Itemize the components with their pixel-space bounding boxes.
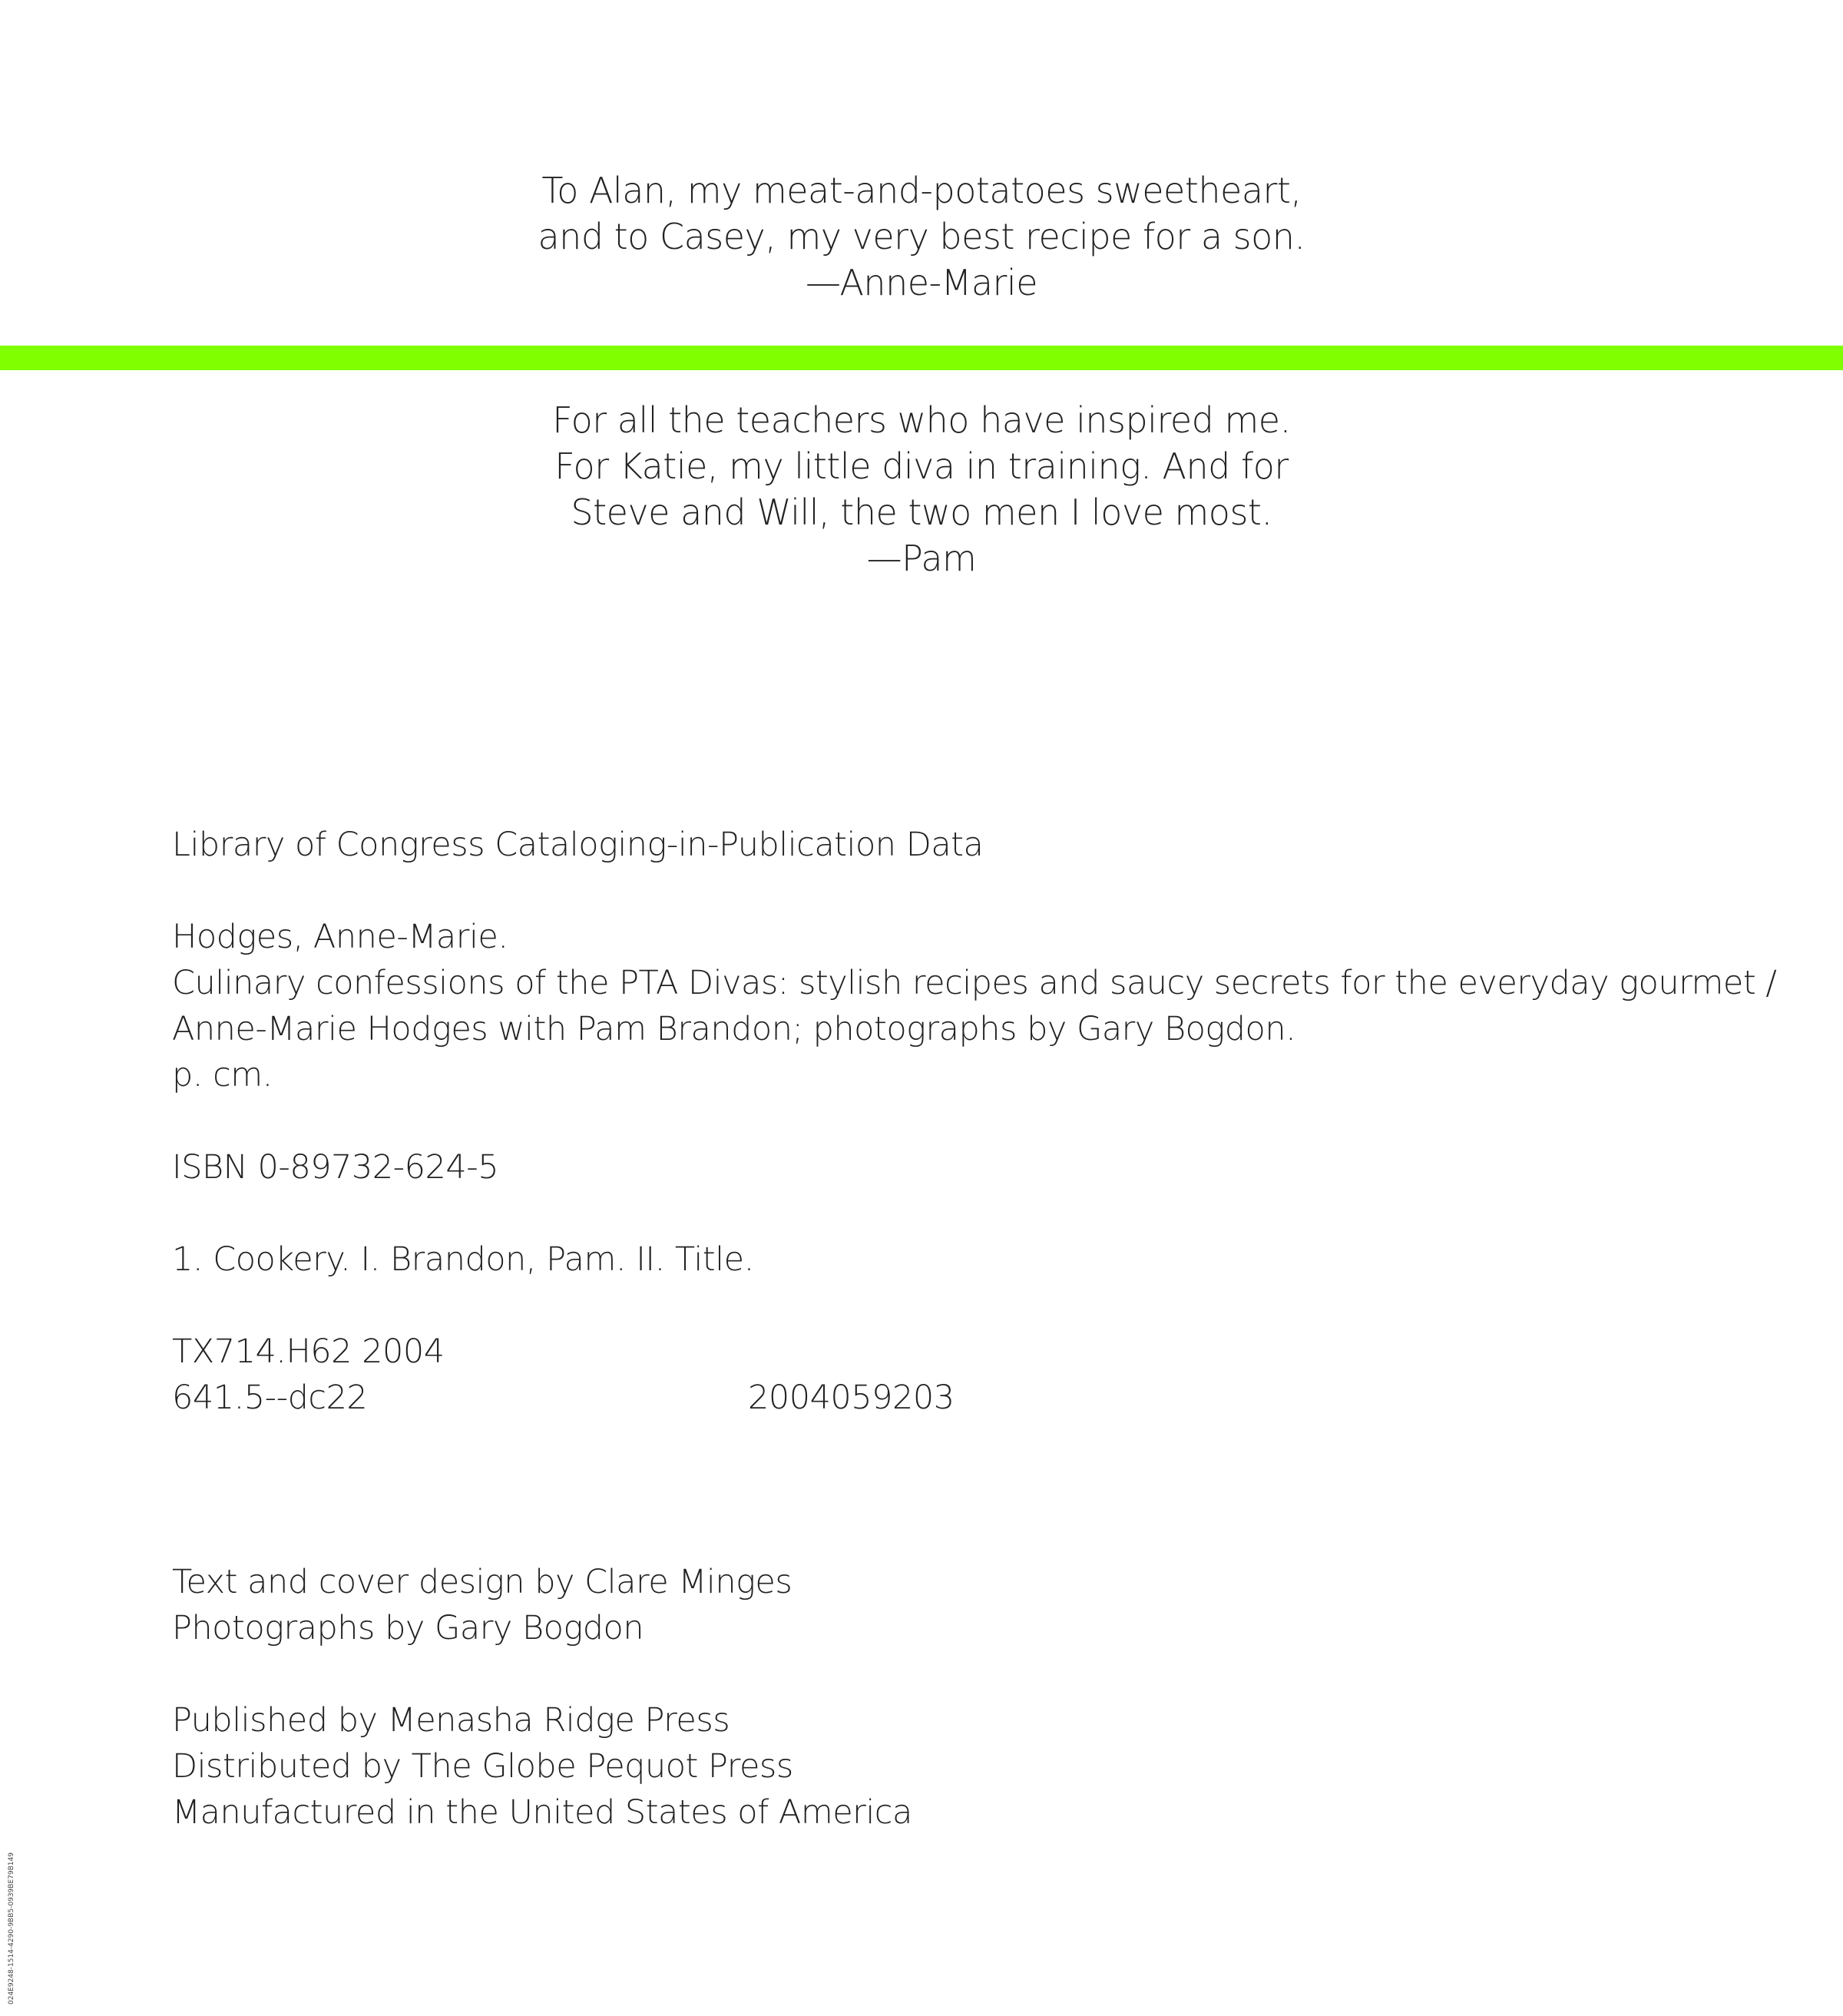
dedication-line: To Alan, my meat-and-potatoes sweetheart, (541, 170, 1302, 211)
dedication-signature: —Pam (866, 538, 977, 579)
cip-pagination: p. cm. (172, 1056, 273, 1094)
dedication-pam (0, 397, 1843, 581)
isbn-text: ISBN 0-89732-624-5 (172, 1148, 499, 1187)
credits-block (172, 1559, 792, 1651)
cip-author-block (172, 914, 1776, 1098)
dedication-line: Steve and Will, the two men I love most. (571, 492, 1272, 533)
cip-title-line: Anne-Marie Hodges with Pam Brandon; photographs by Gary Bogdon. (172, 1010, 1296, 1048)
margin-id-code: 024E9248-1514-4290-9BB5-0939BE79B149 (8, 1852, 15, 2004)
cip-header (172, 822, 983, 868)
dedication-line: and to Casey, my very best recipe for a son. (538, 216, 1305, 257)
cip-header-text: Library of Congress Cataloging-in-Publication Data (172, 826, 984, 864)
cip-author: Hodges, Anne-Marie. (172, 918, 508, 956)
published-by: Published by Menasha Ridge Press (172, 1701, 730, 1740)
lccn-number: 2004059203 (748, 1379, 955, 1417)
green-divider (0, 346, 1843, 370)
photo-credit: Photographs by Gary Bogdon (172, 1609, 644, 1647)
dedication-line: For all the teachers who have inspired me. (552, 399, 1291, 441)
publisher-block (172, 1697, 912, 1836)
cip-title-line: Culinary confessions of the PTA Divas: stylish recipes and saucy secrets for the everyday gourmet / (172, 964, 1777, 1002)
dedication-line: For Katie, my little diva in training. And for (554, 445, 1289, 487)
subjects-text: 1. Cookery. I. Brandon, Pam. II. Title. (172, 1240, 754, 1279)
classification-row (172, 1329, 445, 1375)
design-credit: Text and cover design by Clare Minges (172, 1563, 792, 1601)
distributed-by: Distributed by The Globe Pequot Press (172, 1747, 793, 1786)
cip-classification (172, 1329, 955, 1421)
manufactured-in: Manufactured in the United States of America (172, 1793, 912, 1832)
dewey-number: 641.5--dc22 (172, 1379, 368, 1417)
cip-isbn (172, 1144, 498, 1190)
dedication-anne-marie (0, 167, 1843, 306)
cip-subjects (172, 1236, 754, 1283)
dedication-signature: —Anne-Marie (805, 262, 1038, 303)
lc-call-number: TX714.H62 2004 (172, 1332, 445, 1371)
classification-row (172, 1375, 955, 1421)
